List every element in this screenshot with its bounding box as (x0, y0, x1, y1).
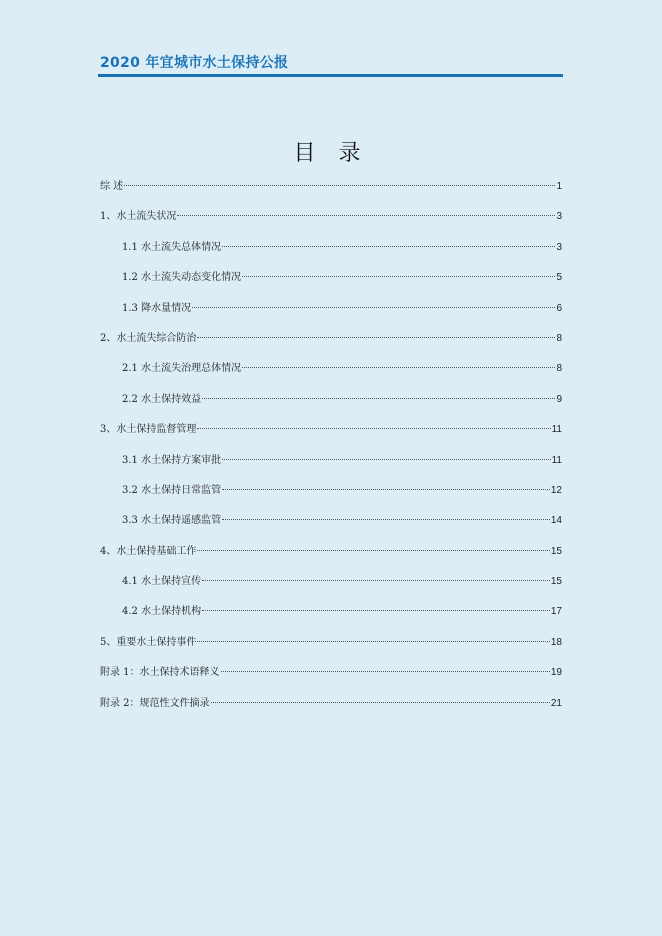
toc-entry[interactable] (100, 391, 562, 421)
toc-entry[interactable] (100, 239, 562, 269)
toc-entry-label: 附录 2：规范性文件摘录 (100, 697, 210, 709)
toc-entry[interactable] (100, 543, 562, 573)
toc-entry[interactable] (100, 452, 562, 482)
toc-entry-label: 2.2 水土保持效益 (122, 393, 202, 405)
toc-leader-dots (197, 550, 550, 551)
toc-leader-dots (124, 185, 555, 186)
toc-leader-dots (202, 610, 550, 611)
toc-entry-page-number: 1 (556, 181, 562, 192)
toc-entry-label: 4、水土保持基础工作 (100, 545, 197, 557)
toc-entry[interactable] (100, 573, 562, 603)
toc-entry-page-number: 14 (550, 515, 562, 527)
toc-entry[interactable] (100, 330, 562, 360)
toc-entry-page-number: 19 (550, 667, 562, 679)
toc-entry-label: 综 述 (100, 181, 124, 192)
toc-entry[interactable] (100, 300, 562, 330)
toc-entry-page-number: 15 (550, 576, 562, 588)
toc-heading: 目 录 (293, 141, 369, 166)
toc-entry[interactable] (100, 634, 562, 664)
toc-entry-page-number: 3 (556, 211, 562, 223)
toc-entry-page-number: 6 (556, 302, 562, 314)
toc-entry-label: 4.1 水土保持宣传 (122, 576, 202, 588)
toc-entry-label: 5、重要水土保持事件 (100, 636, 197, 648)
toc-leader-dots (242, 367, 555, 368)
toc-leader-dots (197, 641, 550, 642)
toc-entry-label: 2、水土流失综合防治 (100, 332, 197, 344)
toc-entry-page-number: 18 (550, 636, 562, 648)
toc-entry[interactable] (100, 360, 562, 390)
toc-entry-page-number: 21 (550, 697, 562, 709)
toc-leader-dots (197, 337, 555, 338)
document-header-title: 2020 年宜城市水土保持公报 (100, 55, 289, 71)
toc-entry[interactable] (100, 269, 562, 299)
toc-leader-dots (192, 307, 555, 308)
toc-entry[interactable] (100, 664, 562, 694)
toc-entry[interactable] (100, 512, 562, 542)
toc-entry-page-number: 11 (551, 424, 562, 436)
toc-leader-dots (197, 428, 550, 429)
toc-leader-dots (177, 215, 555, 216)
toc-entry-page-number: 8 (556, 363, 562, 375)
toc-entry[interactable] (100, 421, 562, 451)
toc-entry-label: 1.2 水土流失动态变化情况 (122, 272, 242, 284)
toc-entry[interactable] (100, 695, 562, 725)
toc-entry[interactable] (100, 178, 562, 208)
toc-entry-page-number: 9 (556, 393, 562, 405)
toc-entry[interactable] (100, 603, 562, 633)
toc-entry-label: 附录 1：水土保持术语释义 (100, 667, 220, 679)
toc-entry-page-number: 5 (556, 272, 562, 284)
toc-leader-dots (222, 489, 550, 490)
toc-leader-dots (222, 246, 555, 247)
toc-leader-dots (222, 459, 551, 460)
toc-entry-label: 3.2 水土保持日常监管 (122, 484, 222, 496)
toc-entry-page-number: 3 (556, 241, 562, 253)
toc-entry-label: 4.2 水土保持机构 (122, 606, 202, 618)
toc-leader-dots (202, 580, 550, 581)
toc-entry-page-number: 8 (556, 332, 562, 344)
toc-leader-dots (242, 276, 555, 277)
toc-entry-label: 2.1 水土流失治理总体情况 (122, 363, 242, 375)
toc-leader-dots (221, 671, 550, 672)
toc-entry-page-number: 12 (550, 484, 562, 496)
toc-entry-page-number: 17 (550, 606, 562, 618)
toc-leader-dots (211, 702, 550, 703)
toc-leader-dots (222, 519, 550, 520)
toc-entry-label: 3.1 水土保持方案审批 (122, 454, 222, 466)
toc-entry[interactable] (100, 208, 562, 238)
toc-leader-dots (202, 398, 555, 399)
toc-entry-label: 3.3 水土保持遥感监管 (122, 515, 222, 527)
toc-entry-label: 1.3 降水量情况 (122, 302, 192, 314)
toc-entry-label: 1.1 水土流失总体情况 (122, 241, 222, 253)
toc-entry-label: 3、水土保持监督管理 (100, 424, 197, 436)
header-divider (98, 74, 563, 77)
toc-entry-page-number: 15 (550, 545, 562, 557)
toc-entry-page-number: 11 (551, 454, 562, 466)
table-of-contents (100, 178, 562, 725)
toc-entry-label: 1、水土流失状况 (100, 211, 177, 223)
toc-entry[interactable] (100, 482, 562, 512)
